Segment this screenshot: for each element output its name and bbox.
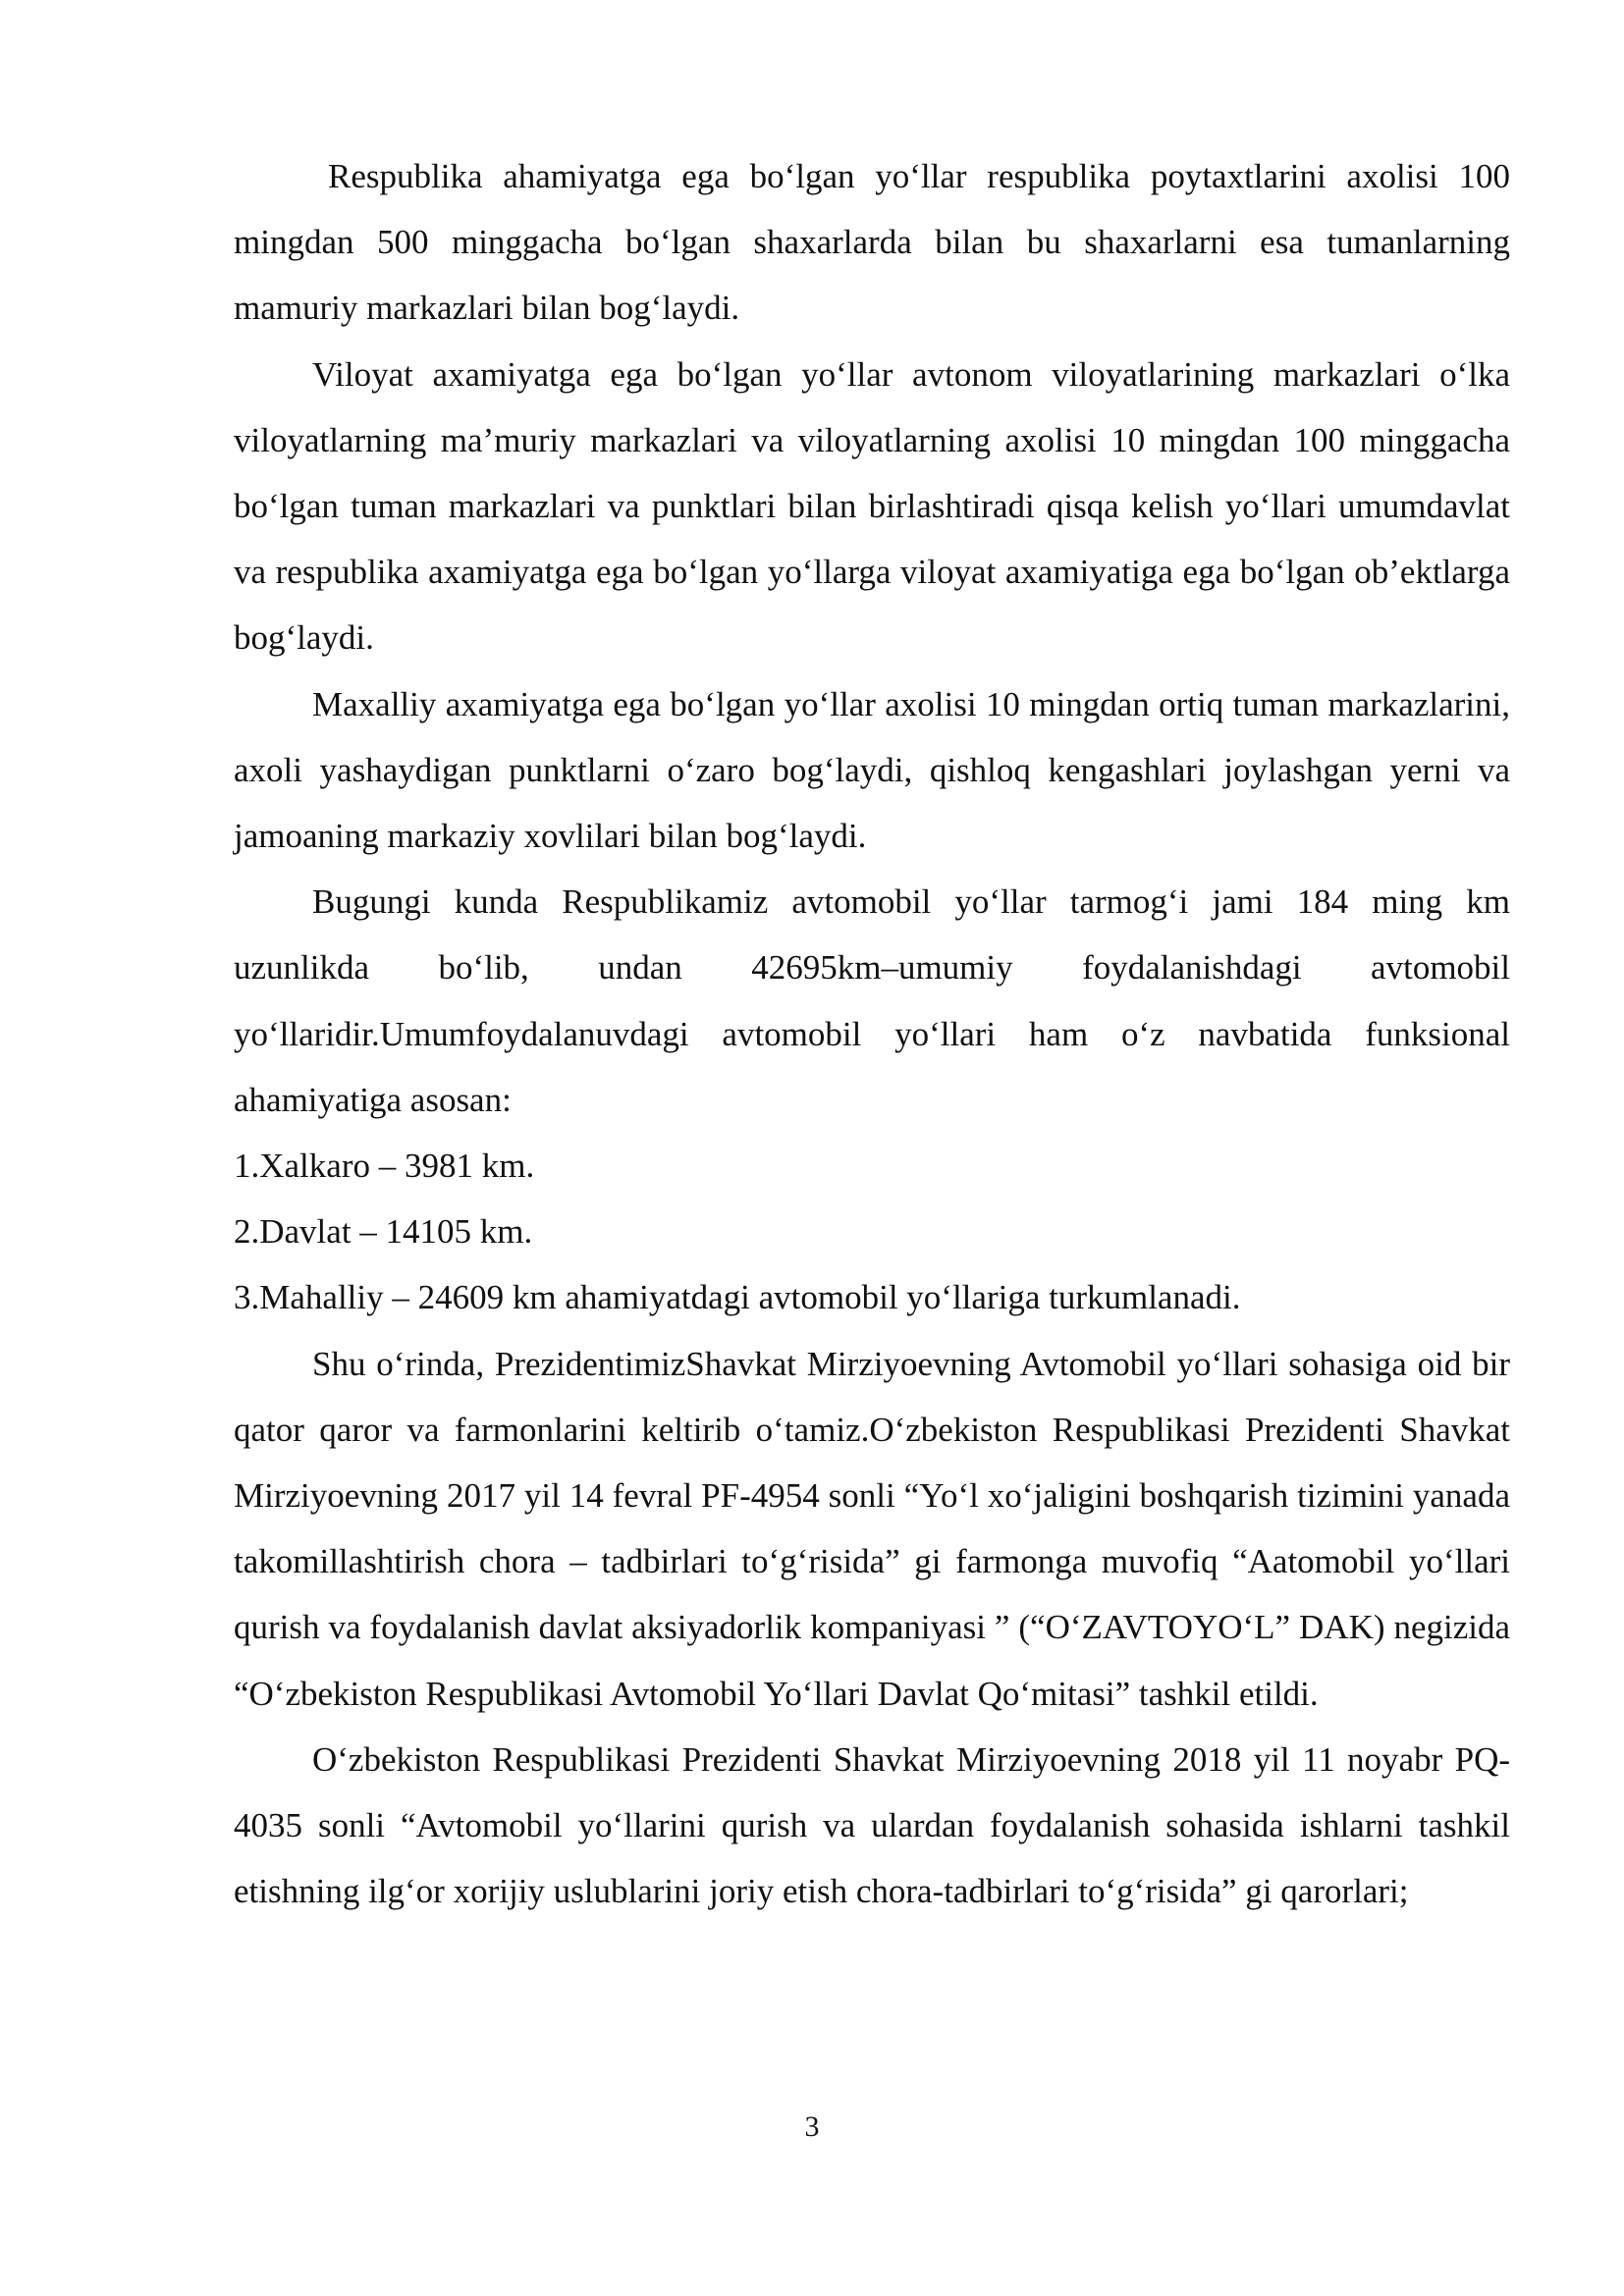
paragraph-road-network: Bugungi kunda Respublikamiz avtomobil yo‘llar tarmog‘i jami 184 ming km uzunlikda bo‘lib, undan 42695km–umumiy foydalanishdagi avtomobil yo‘llaridir.Umumfoydalanuvdagi avtomobil yo‘llari ham o‘z navbatida funksional ahamiyatiga asosan: (234, 882, 1510, 1119)
page-number: 3 (804, 2110, 820, 2143)
list-item-local: 3.Mahalliy – 24609 km ahamiyatdagi avtomobil yo‘llariga turkumlanadi. (234, 1278, 1241, 1317)
paragraph-regional-roads: Viloyat axamiyatga ega bo‘lgan yo‘llar avtonom viloyatlarining markazlari o‘lka viloyatlarning ma’muriy markazlari va viloyatlarning axolisi 10 mingdan 100 minggacha bo‘lgan tuman markazlari va punktlari bilan birlashtiradi qisqa kelish yo‘llari umumdavlat va respublika axamiyatga ega bo‘lgan yo‘llarga viloyat axamiyatiga ega bo‘lgan ob’ektlarga bog‘laydi. (234, 354, 1510, 658)
paragraph-republic-roads: Respublika ahamiyatga ega bo‘lgan yo‘llar respublika poytaxtlarini axolisi 100 mingdan 500 minggacha bo‘lgan shaxarlarda bilan bu shaxarlarni esa tumanlarning mamuriy markazlari bilan bog‘laydi. (234, 157, 1510, 328)
paragraph-local-roads: Maxalliy axamiyatga ega bo‘lgan yo‘llar axolisi 10 mingdan ortiq tuman markazlarini, axoli yashaydigan punktlarni o‘zaro bog‘laydi, qishloq kengashlari joylashgan yerni va jamoaning markaziy xovlilari bilan bog‘laydi. (234, 684, 1510, 856)
paragraph-presidential-resolution: O‘zbekiston Respublikasi Prezidenti Shavkat Mirziyoevning 2018 yil 11 noyabr PQ-4035 sonli “Avtomobil yo‘llarini qurish va ulardan foydalanish sohasida ishlarni tashkil etishning ilg‘or xorijiy uslublarini joriy etish chora-tadbirlari to‘g‘risida” gi qarorlari; (234, 1739, 1510, 1911)
list-item-international: 1.Xalkaro – 3981 km. (234, 1147, 535, 1186)
document-body (234, 143, 1510, 1924)
paragraph-presidential-decree: Shu o‘rinda, PrezidentimizShavkat Mirziyoevning Avtomobil yo‘llari sohasiga oid bir qator qaror va farmonlarini keltirib o‘tamiz.O‘zbekiston Respublikasi Prezidenti Shavkat Mirziyoevning 2017 yil 14 fevral PF-4954 sonli “Yo‘l xo‘jaligini boshqarish tizimini yanada takomillashtirish chora – tadbirlari to‘g‘risida” gi farmonga muvofiq “Aatomobil yo‘llari qurish va foydalanish davlat aksiyadorlik kompaniyasi ” (“O‘ZAVTOYO‘L” DAK) negizida “O‘zbekiston Respublikasi Avtomobil Yo‘llari Davlat Qo‘mitasi” tashkil etildi. (234, 1344, 1510, 1713)
list-item-state: 2.Davlat – 14105 km. (234, 1212, 533, 1252)
